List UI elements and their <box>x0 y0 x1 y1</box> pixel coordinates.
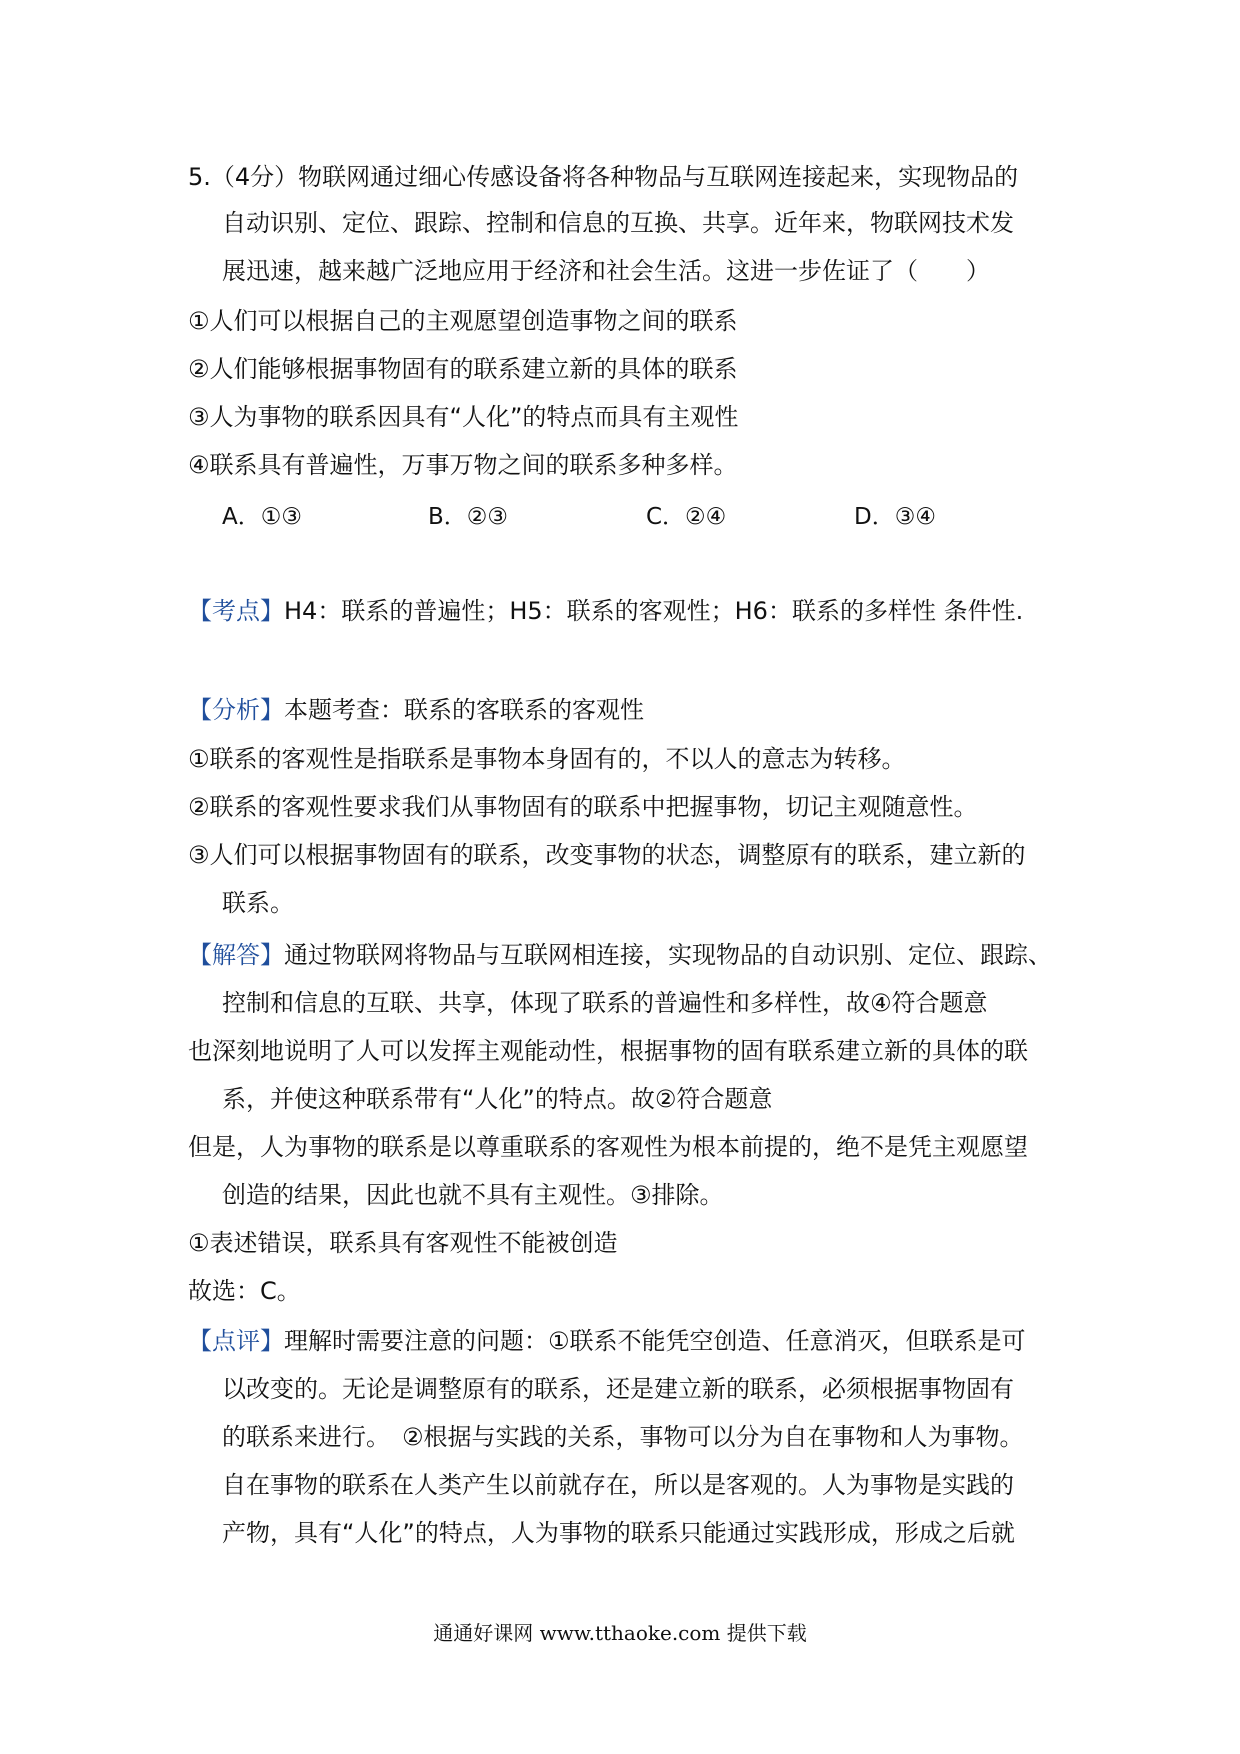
jieda-line-4: 系，并使这种联系带有“人化”的特点。故②符合题意 <box>222 1085 773 1113</box>
statement-1: ①人们可以根据自己的主观愿望创造事物之间的联系 <box>188 307 738 335</box>
fenxi-point-3: ③人们可以根据事物固有的联系，改变事物的状态，调整原有的联系，建立新的 <box>188 841 1026 869</box>
fenxi-tag: 【分析】 <box>188 696 284 724</box>
fenxi-point-3-cont: 联系。 <box>222 889 294 917</box>
dianping-line-2: 以改变的。无论是调整原有的联系，还是建立新的联系，必须根据事物固有 <box>222 1375 1014 1403</box>
jieda-line-7: ①表述错误，联系具有客观性不能被创造 <box>188 1229 618 1257</box>
dianping-line-4: 自在事物的联系在人类产生以前就存在，所以是客观的。人为事物是实践的 <box>222 1471 1014 1499</box>
dianping-line <box>188 1326 1026 1356</box>
jieda-line-6: 创造的结果，因此也就不具有主观性。③排除。 <box>222 1181 724 1209</box>
jieda-line-3: 也深刻地说明了人可以发挥主观能动性，根据事物的固有联系建立新的具体的联 <box>188 1037 1028 1065</box>
fenxi-text: 本题考查：联系的客联系的客观性 <box>284 696 644 724</box>
question-line-2: 自动识别、定位、跟踪、控制和信息的互换、共享。近年来，物联网技术发 <box>222 209 1014 237</box>
statement-2: ②人们能够根据事物固有的联系建立新的具体的联系 <box>188 355 738 383</box>
statement-4: ④联系具有普遍性，万事万物之间的联系多种多样。 <box>188 451 738 479</box>
jieda-conclusion: 故选：C。 <box>188 1277 301 1305</box>
question-line-1: 5.（4分）物联网通过细心传感设备将各种物品与互联网连接起来，实现物品的 <box>188 163 1019 191</box>
fenxi-line <box>188 695 644 725</box>
jieda-line-5: 但是，人为事物的联系是以尊重联系的客观性为根本前提的，绝不是凭主观愿望 <box>188 1133 1028 1161</box>
jieda-line <box>188 940 1052 970</box>
statement-3: ③人为事物的联系因具有“人化”的特点而具有主观性 <box>188 403 739 431</box>
jieda-tag: 【解答】 <box>188 941 284 969</box>
question-line-3: 展迅速，越来越广泛地应用于经济和社会生活。这进一步佐证了（ ） <box>222 257 990 285</box>
fenxi-point-2: ②联系的客观性要求我们从事物固有的联系中把握事物，切记主观随意性。 <box>188 793 978 821</box>
option-b: B．②③ <box>428 504 509 530</box>
dianping-text: 理解时需要注意的问题：①联系不能凭空创造、任意消灭，但联系是可 <box>284 1327 1026 1355</box>
fenxi-point-1: ①联系的客观性是指联系是事物本身固有的，不以人的意志为转移。 <box>188 745 906 773</box>
footer-download-credit: 通通好课网 www.tthaoke.com 提供下载 <box>433 1621 807 1645</box>
dianping-line-5: 产物，具有“人化”的特点，人为事物的联系只能通过实践形成，形成之后就 <box>222 1519 1015 1547</box>
option-d: D．③④ <box>854 504 936 530</box>
jieda-line-2: 控制和信息的互联、共享，体现了联系的普遍性和多样性，故④符合题意 <box>222 989 988 1017</box>
kaodian-tag: 【考点】 <box>188 597 284 625</box>
jieda-text: 通过物联网将物品与互联网相连接，实现物品的自动识别、定位、跟踪、 <box>284 941 1052 969</box>
option-a: A．①③ <box>222 504 302 530</box>
dianping-tag: 【点评】 <box>188 1327 284 1355</box>
dianping-line-3: 的联系来进行。 ②根据与实践的关系，事物可以分为自在事物和人为事物。 <box>222 1423 1024 1451</box>
kaodian-line <box>188 596 1023 626</box>
kaodian-text: H4：联系的普遍性；H5：联系的客观性；H6：联系的多样性 条件性. <box>284 597 1024 625</box>
option-c: C．②④ <box>646 504 727 530</box>
